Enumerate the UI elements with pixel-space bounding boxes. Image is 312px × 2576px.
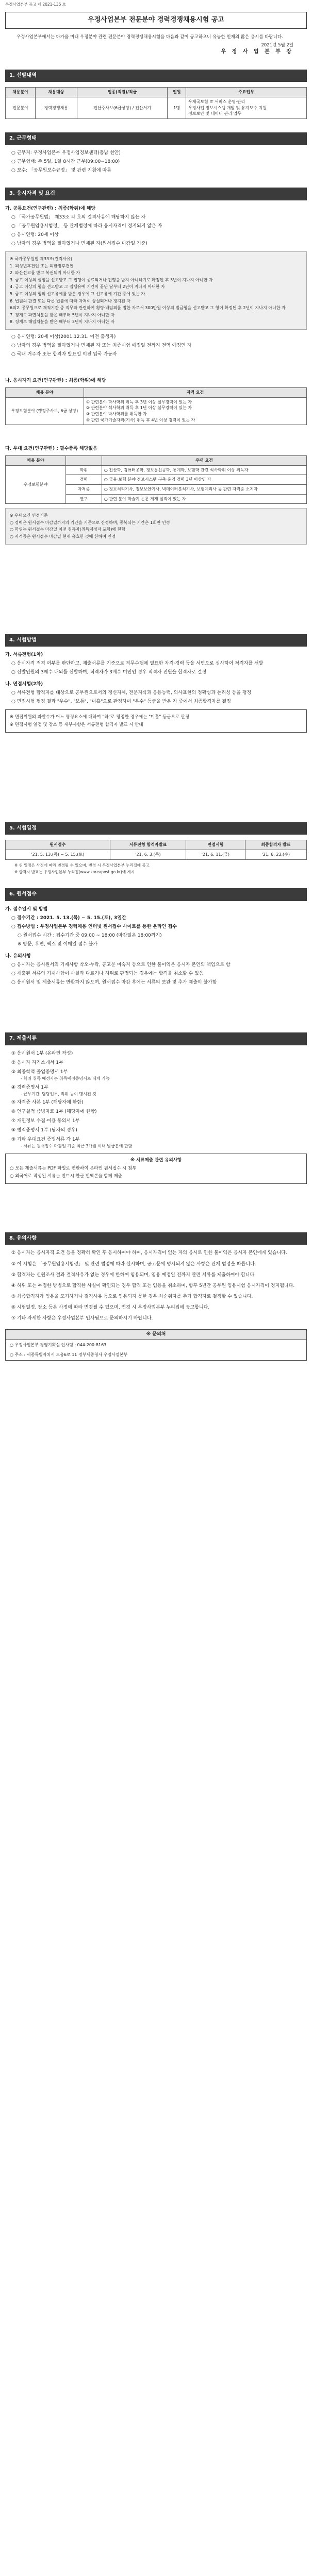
preference-table	[5, 455, 307, 504]
cell-field: 우정보험분야	[6, 465, 66, 503]
box-title: ※ 서류제출 관련 유의사항	[130, 1158, 182, 1163]
list-item: ① 응시자는 응시자격 요건 등을 정확히 확인 후 응시하여야 하며, 응시자격이 없는 자의 응시로 인한 불이익은 응시자 본인에게 있습니다.	[11, 1250, 287, 1256]
schedule-table	[5, 840, 307, 859]
document-note: - 근무기간, 담당업무, 직위 등이 명시된 것	[21, 1091, 96, 1096]
box-line: 6. 법원의 판결 또는 다른 법률에 따라 자격이 상실되거나 정지된 자	[10, 298, 130, 303]
col-header: 채용 분야	[6, 456, 66, 466]
list-item: ※ 방문, 우편, 팩스 및 이메일 접수 불가	[18, 942, 98, 947]
section-2-heading: 2. 근무형태	[5, 132, 307, 145]
cell-category: 자격증	[65, 485, 102, 495]
list-item: ○ 접수기간 : 2021. 5. 13.(목) ~ 5. 15.(토), 3일간	[11, 915, 126, 921]
page-title: 우정사업본부 전문분야 경력경쟁채용시험 공고	[5, 12, 307, 29]
list-item: ○ 응시연령: 20세 이상	[11, 232, 59, 238]
box-line: 4. 금고 이상의 형을 선고받고 그 집행유예 기간이 끝난 날부터 2년이 지나지 아니한 자	[10, 284, 165, 290]
box-line: 3. 금고 이상의 실형을 선고받고 그 집행이 종료되거나 집행을 받지 아니하기로 확정된 후 5년이 지나지 아니한 자	[10, 277, 213, 282]
col-header: 채용분야	[6, 88, 36, 97]
box-line: 5. 금고 이상의 형의 선고유예를 받은 경우에 그 선고유예 기간 중에 있는 자	[10, 292, 145, 297]
contact-line: ○ 우정사업본부 경영기획실 인사팀 : 044-200-8163	[10, 1342, 107, 1347]
table-row	[6, 850, 307, 860]
box-line: ○ 모든 제출서류는 PDF 파일로 변환하여 온라인 원서접수 시 첨부	[10, 1166, 137, 1172]
cell-requirement: ○ 전산학, 컴퓨터공학, 정보통신공학, 통계학, 보험학 관련 석사학위 이상 취득자	[102, 465, 306, 475]
box-line: ○ 자격증은 원서접수 마감일 현재 유효한 것에 한하여 인정	[10, 534, 116, 539]
section-4-heading: 4. 시험방법	[5, 634, 307, 647]
section-1-heading: 1. 선발내역	[5, 70, 307, 82]
requirement-item: ② 관련분야 석사학위 취득 후 1년 이상 실무경력이 있는 자	[86, 405, 192, 411]
box-line: 2. 파산선고를 받고 복권되지 아니한 자	[10, 270, 80, 276]
list-item: ○ 응시연령: 20세 이상(2001.12.31. 이전 출생자)	[11, 334, 116, 340]
document-name: ⑦ 개인정보 수집·이용 동의서 1부	[11, 1118, 80, 1124]
cell-rank: 전산주사보(6급상당) / 전산서기	[77, 97, 168, 118]
document-name: ⑥ 연구실적 증빙자료 1부 (해당자에 한함)	[11, 1109, 97, 1115]
list-item: ○ 서류전형 합격자를 대상으로 공무원으로서의 정신자세, 전문지식과 응용능력, 의사표현의 정확성과 논리성 등을 평정	[11, 690, 252, 696]
document-list	[5, 1050, 307, 1149]
col-header: 업종(직렬)/직급	[77, 88, 168, 97]
list-item: ② 이 시험은 「공무원임용시험령」 및 관련 법령에 따라 실시하며, 공고문에 명시되지 않은 사항은 관계 법령을 따릅니다.	[11, 1261, 256, 1267]
list-item: ○ 근무지: 우정사업본부 우정사업정보센터(충남 천안)	[11, 150, 121, 156]
selection-table	[5, 87, 307, 118]
list-item	[5, 1084, 307, 1097]
list-item	[5, 1137, 307, 1149]
cell-date: '21. 6. 3.(목)	[110, 850, 186, 860]
box-line: ○ 경력은 원서접수 마감일까지의 기간을 기준으로 산정하며, 중복되는 기간은 1회만 인정	[10, 520, 170, 525]
subsection-heading: 다. 우대 요건(연구관련) : 필수충족 해당없음	[5, 446, 97, 452]
col-header: 자격 요건	[84, 388, 306, 398]
box-line: ※ 우대요건 인정기준	[10, 513, 48, 518]
cell-requirements	[84, 397, 306, 425]
list-item: ④ 허위 또는 부정한 방법으로 합격한 사실이 확인되는 경우 합격 또는 임용을 취소하며, 향후 5년간 공무원 임용시험 응시자격이 정지됩니다.	[11, 1283, 295, 1289]
section-5-heading: 5. 시험일정	[5, 822, 307, 835]
list-item	[5, 1050, 307, 1057]
contact-line: ○ 주소 : 세종특별자치시 도움6로 11 정부세종청사 우정사업본부	[10, 1352, 128, 1358]
cell-date: '21. 5. 13.(목) ~ 5. 15.(토)	[6, 850, 110, 860]
col-header: 우대 요건	[102, 456, 306, 466]
cell-duties	[186, 97, 307, 118]
requirement-item: ① 관련분야 학사학위 취득 후 3년 이상 실무경력이 있는 자	[86, 399, 192, 404]
table-row	[6, 97, 307, 118]
list-item: ③ 합격자는 신원조사 결과 결격사유가 없는 경우에 한하여 임용되며, 임용 예정일 전까지 관련 서류를 제출하여야 합니다.	[11, 1272, 256, 1278]
table-row	[6, 465, 307, 475]
col-header: 서류전형 합격자발표	[110, 840, 186, 850]
document-name: ⑧ 병적증명서 1부 (남자의 경우)	[11, 1128, 77, 1133]
cell-count: 1명	[168, 97, 186, 118]
cell-requirement: ○ 정보처리기사, 정보보안기사, 빅데이터분석기사, 보험계리사 등 관련 자격증 소지자	[102, 485, 306, 495]
list-item: ○ 응시자격 적격 여부를 판단하고, 제출서류를 기준으로 직무수행에 필요한 자격·경력 등을 서면으로 심사하여 적격자를 선발	[11, 661, 264, 667]
section-8-heading: 8. 유의사항	[5, 1232, 307, 1245]
col-header: 채용 분야	[6, 388, 84, 398]
list-item	[5, 1118, 307, 1125]
box-line: ※ 면접시험 일정 및 장소 등 세부사항은 서류전형 합격자 발표 시 안내	[10, 722, 143, 727]
contact-box	[5, 1329, 307, 1361]
cell-requirement: ○ 금융·보험 분야 정보시스템 구축·운영 경력 3년 이상인 자	[102, 475, 306, 485]
cell-category: 연구	[65, 494, 102, 504]
col-header: 면접시험	[186, 840, 245, 850]
cell-field: 우정보험분야 (행정주사보, 6급 상당)	[6, 397, 84, 425]
contact-title: ※ 문의처	[6, 1330, 306, 1340]
table-row	[6, 397, 307, 425]
subsection-heading: 나. 응시자격 요건(연구관련) : 최종(학위)에 해당	[5, 378, 106, 384]
page-header: 우정사업본부 공고 제 2021-135 호	[5, 2, 67, 7]
intro-text: 우정사업본부에서는 다가올 미래 우정분야 관련 전문분야 경력경쟁채용시험을 다음과 같이 공고하오니 유능한 인재의 많은 응시를 바랍니다.	[17, 34, 283, 40]
list-item: ○ 제출된 서류의 기재사항이 사실과 다르거나 허위로 판명되는 경우에는 합격을 취소할 수 있음	[11, 971, 204, 977]
subsection-heading: 나. 유의사항	[5, 954, 31, 959]
list-item: ⑤ 최종합격자가 임용을 포기하거나 결격사유 등으로 임용되지 못한 경우 차순위자를 추가 합격자로 결정할 수 있습니다.	[11, 1294, 253, 1299]
col-header: 채용대상	[36, 88, 77, 97]
schedule-note: ※ 합격자 발표는 우정사업본부 누리집(www.koreapost.go.kr)에 게시	[14, 869, 135, 874]
document-name: ④ 경력증명서 1부	[11, 1084, 48, 1090]
section-6-heading: 6. 원서접수	[5, 888, 307, 901]
document-note: - 서류는 원서접수 마감일 기준 최근 3개월 이내 발급분에 한함	[21, 1144, 133, 1149]
announcement-date: 2021년 5월 2일	[261, 43, 293, 48]
notes-list	[5, 1250, 307, 1321]
duty-item: 정보보안 및 데이터 관리 업무	[188, 111, 241, 116]
document-name: ⑨ 기타 우대요건 증빙서류 각 1부	[11, 1137, 80, 1143]
list-item	[5, 1099, 307, 1106]
list-item: ○ 면접시험 평정 결과 "우수", "보통", "미흡"으로 판정하며 "우수" 등급을 받은 자 중에서 최종합격자를 결정	[11, 699, 231, 705]
list-item: ○ 접수방법 : 우정사업본부 경력채용 인터넷 원서접수 사이트를 통한 온라인 접수	[11, 924, 177, 930]
disqualification-box	[5, 251, 307, 330]
subsection-heading: 가. 서류전형(1차)	[5, 652, 43, 658]
list-item: ○ 남자의 경우 병역을 필하였거나 면제된 자(원서접수 마감일 기준)	[11, 241, 147, 247]
list-item: ○ 남자의 경우 병역을 필하였거나 면제된 자 또는 최종시험 예정일 전까지 전역 예정인 자	[11, 343, 192, 349]
box-line: ※ 면접위원의 과반수가 어느 평정요소에 대하여 "하"로 평정한 경우에는 "미흡" 등급으로 판정	[10, 715, 190, 720]
subsection-heading: 나. 면접시험(2차)	[5, 682, 43, 687]
cell-date: '21. 6. 23.(수)	[245, 850, 306, 860]
cell-category: 경력	[65, 475, 102, 485]
schedule-note: ※ 위 일정은 사정에 따라 변경될 수 있으며, 변경 시 우정사업본부 누리집에 공고	[14, 862, 150, 868]
cell-field: 전문분야	[6, 97, 36, 118]
cell-requirement: ○ 관련 분야 학술지 논문 게재 실적이 있는 자	[102, 494, 306, 504]
col-header: 주요업무	[186, 88, 307, 97]
subsection-heading: 가. 공통요건(연구관련) : 최종(학위)에 해당	[5, 206, 96, 211]
document-note-box	[5, 1154, 307, 1184]
subsection-heading: 가. 접수일시 및 방법	[5, 906, 48, 912]
qualification-table	[5, 387, 307, 425]
list-item: ○ 원서접수 시간 : 접수기간 중 09:00 ~ 18:00 (마감일은 18:00까지)	[18, 933, 162, 939]
document-note: - 학위 취득 예정자는 취득예정증명서로 대체 가능	[21, 1076, 110, 1081]
document-name: ⑤ 자격증 사본 1부 (해당자에 한함)	[11, 1100, 84, 1106]
section-7-heading: 7. 제출서류	[5, 1032, 307, 1045]
col-header	[65, 456, 102, 466]
section-3-heading: 3. 응시자격 및 요건	[5, 188, 307, 200]
requirement-item: ③ 관련분야 박사학위를 취득한 자	[86, 412, 147, 416]
box-line: 7. 징계로 파면처분을 받은 때부터 5년이 지나지 아니한 자	[10, 312, 115, 317]
document-name: ③ 최종학력 졸업증명서 1부	[11, 1069, 68, 1075]
list-item: ○ 근무형태: 주 5일, 1일 8시간 근무(09:00~18:00)	[11, 159, 120, 165]
requirement-item: ④ 관련 국가기술자격(기사) 취득 후 4년 이상 경력이 있는 자	[86, 417, 195, 422]
list-item: ○ 응시자는 응시원서의 기재사항 착오·누락, 공고문 미숙지 등으로 인한 불이익은 응시자 본인의 책임으로 함	[11, 962, 231, 968]
box-line: ○ 외국어로 작성된 서류는 반드시 한글 번역본을 함께 제출	[10, 1173, 122, 1179]
list-item: ⑦ 기타 자세한 사항은 우정사업본부 인사팀으로 문의하시기 바랍니다.	[11, 1315, 153, 1321]
list-item: ○ 선발인원의 3배수 내외를 선발하며, 적격자가 3배수 미만인 경우 적격자 전원을 합격자로 결정	[11, 670, 207, 675]
cell-target: 경력경쟁채용	[36, 97, 77, 118]
col-header: 원서접수	[6, 840, 110, 850]
box-line: ※ 국가공무원법 제33조(결격사유)	[10, 257, 72, 262]
list-item	[5, 1060, 307, 1066]
document-name: ① 응시원서 1부 (온라인 작성)	[11, 1050, 73, 1056]
preference-criteria-box	[5, 508, 307, 544]
list-item: ○ 국내 거주자 또는 합격자 발표일 이전 입국 가능자	[11, 352, 117, 358]
box-line: 8. 징계로 해임처분을 받은 때부터 3년이 지나지 아니한 자	[10, 319, 115, 325]
cell-date: '21. 6. 11.(금)	[186, 850, 245, 860]
box-line: ○ 학위는 원서접수 마감일 이전 취득자(취득예정자 포함)에 한함	[10, 527, 126, 532]
cell-category: 학위	[65, 465, 102, 475]
list-item	[5, 1069, 307, 1082]
box-line: 1. 피성년후견인 또는 피한정후견인	[10, 263, 74, 268]
col-header: 최종합격자 발표	[245, 840, 306, 850]
list-item: ○ 「공무원임용시험령」 등 관계법령에 따라 응시자격이 정지되지 않은 자	[11, 223, 162, 229]
list-item: ○ 「국가공무원법」 제33조 각 호의 결격사유에 해당하지 않는 자	[11, 214, 146, 220]
list-item: ○ 보수: 「공무원보수규정」 및 관련 지침에 따름	[11, 168, 111, 174]
box-line: 6의2. 공무원으로 재직기간 중 직무와 관련하여 횡령·배임죄를 범한 자로서 300만원 이상의 벌금형을 선고받고 그 형이 확정된 후 2년이 지나지 아니한 자	[10, 306, 286, 311]
duty-item: 우정사업 정보시스템 개발 및 유지보수 지원	[188, 105, 267, 110]
issuing-org: 우 정 사 업 본 부 장	[221, 49, 293, 55]
duty-item: 우체국보험 IT 서비스 운영·관리	[188, 99, 245, 104]
list-item: ⑥ 시험일정, 장소 등은 사정에 따라 변경될 수 있으며, 변경 시 우정사업본부 누리집에 공고합니다.	[11, 1304, 210, 1310]
list-item: ○ 응시원서 및 제출서류는 반환하지 않으며, 원서접수 마감 후에는 서류의 보완 및 추가 제출이 불가함	[11, 980, 217, 986]
list-item	[5, 1109, 307, 1115]
document-name: ② 응시자 자기소개서 1부	[11, 1060, 63, 1065]
col-header: 인원	[168, 88, 186, 97]
interview-note-box	[5, 709, 307, 733]
list-item	[5, 1127, 307, 1134]
